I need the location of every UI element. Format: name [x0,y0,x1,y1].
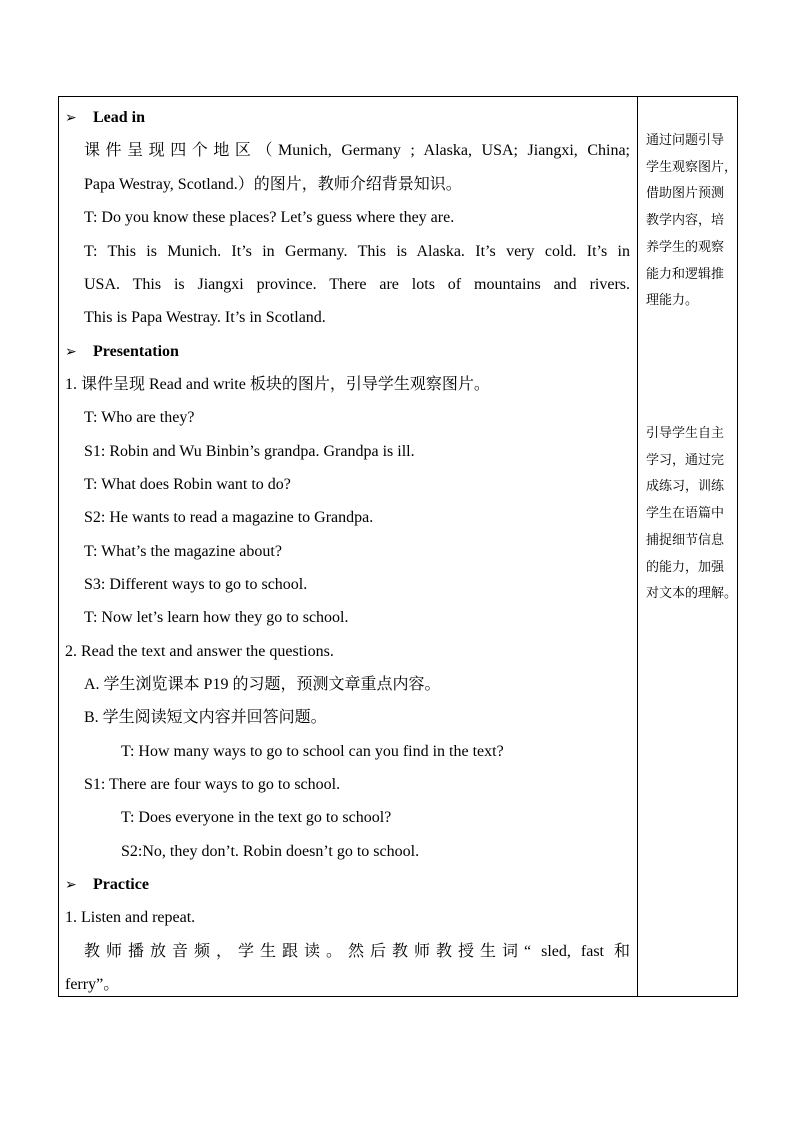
note-line: 对文本的理解。 [646,586,738,602]
presentation-line: T: How many ways to go to school can you find in the text? [121,743,504,760]
lead-in-line: This is Papa Westray. It’s in Scotland. [84,309,326,326]
presentation-line: 2. Read the text and answer the questions. [65,643,334,660]
section-heading-practice: ➢ Practice [65,876,149,893]
arrow-bullet-icon: ➢ [65,877,77,893]
presentation-line: S3: Different ways to go to school. [84,576,308,593]
presentation-line: T: What does Robin want to do? [84,476,291,493]
note-line: 成练习，训练 [646,479,725,495]
note-line: 捕捉细节信息 [646,532,725,548]
presentation-line: T: What’s the magazine about? [84,543,282,560]
teaching-note-2 [646,421,742,608]
practice-line: 1. Listen and repeat. [65,909,196,926]
note-line: 学习，通过完 [646,452,725,468]
note-line: 通过问题引导 [646,133,725,148]
presentation-line: S2:No, they don’t. Robin doesn’t go to school. [121,843,420,860]
note-line: 养学生的观察 [646,239,725,255]
presentation-line: T: Who are they? [84,409,195,426]
lesson-plan-table [58,96,738,997]
note-line: 引导学生自主 [646,426,725,441]
teaching-note-1 [646,128,742,315]
presentation-line: 1. 课件呈现 Read and write 板块的图片，引导学生观察图片。 [65,376,490,393]
presentation-line: B. 学生阅读短文内容并回答问题。 [84,709,327,726]
lead-in-line: T: This is Munich. It’s in Germany. This is Alaska. It’s very cold. It’s in [84,243,630,260]
note-line: 借助图片预测 [646,186,725,202]
note-line: 的能力，加强 [646,559,725,575]
presentation-line: S2: He wants to read a magazine to Grandpa. [84,509,374,526]
section-heading-lead-in: ➢ Lead in [65,109,146,126]
presentation-line: A. 学生浏览课本 P19 的习题，预测文章重点内容。 [84,676,441,693]
note-line: 能力和逻辑推 [646,266,725,282]
note-line: 学生观察图片， [646,159,738,175]
lead-in-line: USA. This is Jiangxi province. There are lots of mountains and rivers. [84,276,630,293]
section-heading-presentation: ➢ Presentation [65,343,179,360]
lead-in-line: T: Do you know these places? Let’s guess where they are. [84,209,455,226]
presentation-line: T: Does everyone in the text go to school? [121,809,392,826]
practice-line: ferry”。 [65,976,120,993]
note-line: 理能力。 [646,293,699,309]
lead-in-line: Papa Westray, Scotland.）的图片，教师介绍背景知识。 [84,176,462,193]
presentation-line: S1: Robin and Wu Binbin’s grandpa. Grandpa is ill. [84,443,415,460]
note-line: 学生在语篇中 [646,506,725,522]
arrow-bullet-icon: ➢ [65,110,77,126]
lead-in-line: 课件呈现四个地区（Munich, Germany ; Alaska, USA; Jiangxi, China; [84,142,630,159]
presentation-line: S1: There are four ways to go to school. [84,776,341,793]
practice-line: 教师播放音频，学生跟读。然后教师教授生词“ sled, fast 和 [84,943,630,960]
arrow-bullet-icon: ➢ [65,344,77,360]
note-line: 教学内容，培 [646,213,725,229]
presentation-line: T: Now let’s learn how they go to school. [84,609,349,626]
